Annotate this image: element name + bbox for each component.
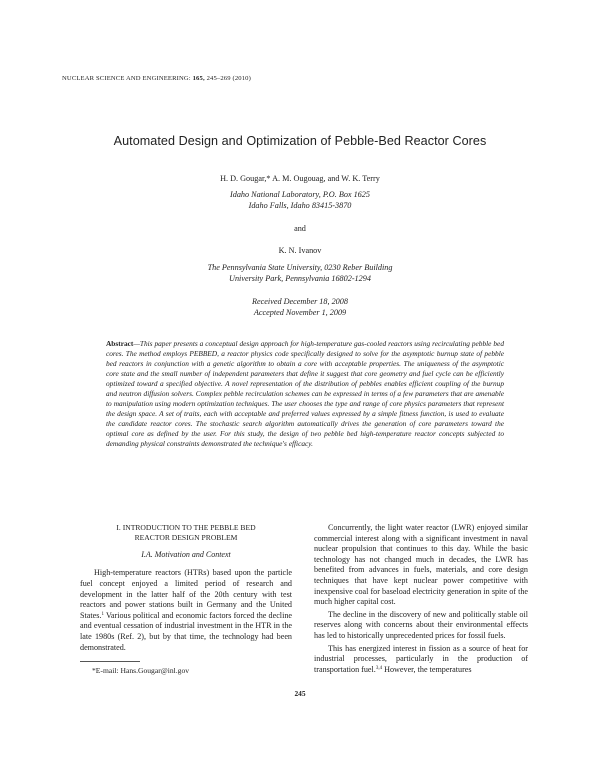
- affiliation-2-line-2: University Park, Pennsylvania 16802-1294: [229, 274, 371, 283]
- affiliation-1-line-2: Idaho Falls, Idaho 83415-3870: [248, 201, 352, 210]
- abstract-text: —This paper presents a conceptual design approach for high-temperature gas-cooled reactors using recirculating pebble bed cores. The method employs PEBBED, a reactor physics code specifically designed to solve for the asymptotic burnup state of pebble bed reactors in conjunction with a genetic algorithm to obtain a core with acceptable properties. The uniqueness of the asymptotic core state and the small number of independent parameters that define it suggest that core geometry and fuel cycle can be efficiently optimized toward a specified objective. A novel representation of the distribution of pebbles enables efficient coupling of the burnup and neutron diffusion solvers. Complex pebble recirculation schemes can be expressed in terms of a few parameters that are amenable to manipulation using modern optimization techniques. The user chooses the type and range of core physics parameters that represent the design space. A set of traits, each with acceptable and preferred values expressed by a simple fitness function, is used to evaluate the candidate reactor cores. The stochastic search algorithm automatically drives the generation of core parameters toward the optimal core as defined by the user. For this study, the design of two pebble bed high-temperature reactor concepts subjected to demanding physical constraints demonstrated the technique's efficacy.: [106, 339, 504, 449]
- footnote-rule: [80, 661, 140, 662]
- received-date: Received December 18, 2008: [252, 297, 348, 306]
- journal-name: NUCLEAR SCIENCE AND ENGINEERING:: [62, 75, 191, 82]
- left-column: [80, 523, 292, 653]
- journal-volume: 165,: [192, 75, 205, 82]
- affiliation-1-line-1: Idaho National Laboratory, P.O. Box 1625: [230, 190, 370, 199]
- paper-title: Automated Design and Optimization of Pebble-Bed Reactor Cores: [113, 134, 487, 148]
- section-heading-line-1: I. INTRODUCTION TO THE PEBBLE BED: [116, 523, 256, 532]
- authors-primary: H. D. Gougar,* A. M. Ougouag, and W. K. Terry: [220, 174, 380, 183]
- abstract: [106, 339, 504, 450]
- paragraph-fission-interest: [314, 644, 528, 676]
- reference-marker: 3,4: [375, 665, 383, 671]
- accepted-date: Accepted November 1, 2009: [253, 308, 347, 317]
- author-separator-and: and: [294, 224, 306, 233]
- footnote-email: *E-mail: Hans.Gougar@inl.gov: [92, 666, 190, 675]
- authors-secondary: K. N. Ivanov: [278, 246, 322, 255]
- subsection-heading: I.A. Motivation and Context: [141, 549, 231, 559]
- intro-text-a: High-temperature reactors (HTRs) based upon the particle fuel concept enjoyed a limited period of research and development in the latter half of the 20th century with test reactors and power stations built in Germany and the United States.: [80, 568, 292, 620]
- affiliation-2-line-1: The Pennsylvania State University, 0230 Reber Building: [207, 263, 393, 272]
- section-heading: [80, 523, 292, 544]
- journal-pages-year: 245–269 (2010): [206, 75, 251, 82]
- paragraph-oil-decline: The decline in the discovery of new and politically stable oil reserves along with concerns about their environmental effects has led to historically unprecedented prices for fossil fuels.: [314, 609, 528, 640]
- journal-citation: [62, 75, 251, 82]
- page-number: 245: [294, 689, 306, 698]
- fission-text-a: This has energized interest in fission as a source of heat for industrial processes, particularly in the production of transportation fuel.: [314, 643, 528, 674]
- intro-paragraph: [80, 568, 292, 653]
- paragraph-lwr: Concurrently, the light water reactor (LWR) enjoyed similar commercial interest along with a significant investment in naval nuclear propulsion that continues to this day. While the basic technology has not changed much in decades, the LWR has benefited from advances in fuels, materials, and core design techniques that have kept nuclear power competitive with inexpensive coal for baseload electricity generation in spite of the much higher capital cost.: [314, 523, 528, 607]
- fission-text-b: However, the temperatures: [382, 664, 472, 674]
- intro-text-b: Various political and economic factors forced the decline and eventual cessation of industrial investment in the HTR in the late 1980s (Ref. 2), but by that time, the technology had been demonstrated.: [80, 610, 292, 652]
- section-heading-line-2: REACTOR DESIGN PROBLEM: [134, 533, 238, 543]
- reference-marker: 1: [101, 611, 104, 617]
- right-column: [314, 523, 528, 675]
- abstract-label: Abstract: [106, 339, 134, 348]
